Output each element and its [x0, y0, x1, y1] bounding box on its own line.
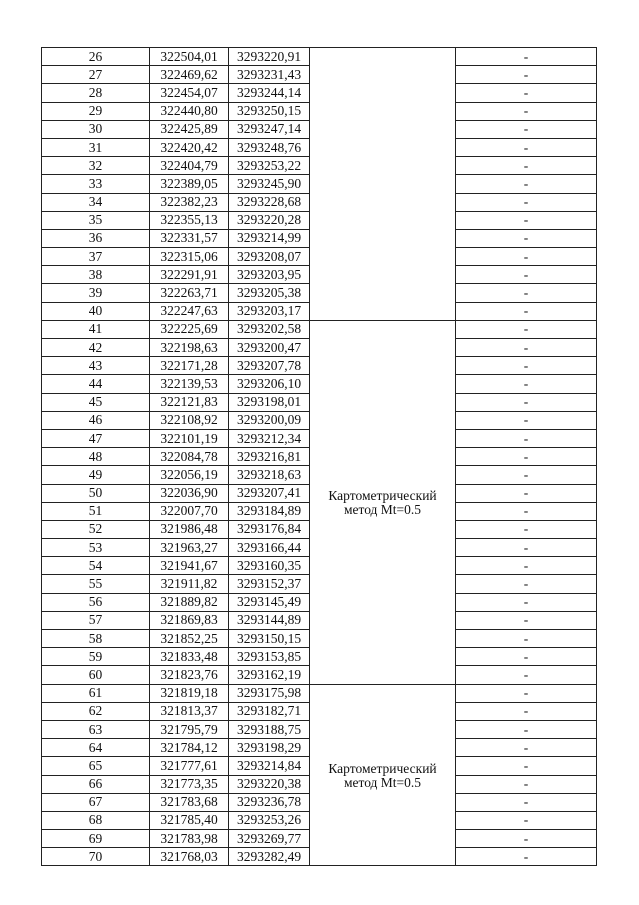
y-coordinate-cell: 3293198,01 — [229, 393, 310, 411]
dash-cell: - — [456, 593, 597, 611]
point-number-cell: 57 — [42, 611, 150, 629]
point-number-cell: 66 — [42, 775, 150, 793]
dash-cell: - — [456, 448, 597, 466]
x-coordinate-cell: 321768,03 — [150, 848, 229, 866]
dash-cell: - — [456, 339, 597, 357]
y-coordinate-cell: 3293152,37 — [229, 575, 310, 593]
y-coordinate-cell: 3293248,76 — [229, 138, 310, 156]
x-coordinate-cell: 321852,25 — [150, 630, 229, 648]
dash-cell: - — [456, 66, 597, 84]
table-row — [42, 48, 597, 66]
dash-cell: - — [456, 84, 597, 102]
point-number-cell: 35 — [42, 211, 150, 229]
method-text — [328, 487, 436, 517]
dash-cell: - — [456, 411, 597, 429]
point-number-cell: 58 — [42, 630, 150, 648]
point-number-cell: 64 — [42, 739, 150, 757]
x-coordinate-cell: 322198,63 — [150, 339, 229, 357]
x-coordinate-cell: 321777,61 — [150, 757, 229, 775]
dash-cell: - — [456, 211, 597, 229]
y-coordinate-cell: 3293176,84 — [229, 520, 310, 538]
coordinates-table-body — [42, 48, 597, 866]
dash-cell: - — [456, 157, 597, 175]
y-coordinate-cell: 3293182,71 — [229, 702, 310, 720]
y-coordinate-cell: 3293162,19 — [229, 666, 310, 684]
point-number-cell: 26 — [42, 48, 150, 66]
point-number-cell: 55 — [42, 575, 150, 593]
y-coordinate-cell: 3293220,91 — [229, 48, 310, 66]
dash-cell: - — [456, 520, 597, 538]
x-coordinate-cell: 321784,12 — [150, 739, 229, 757]
dash-cell: - — [456, 720, 597, 738]
dash-cell: - — [456, 375, 597, 393]
y-coordinate-cell: 3293250,15 — [229, 102, 310, 120]
y-coordinate-cell: 3293160,35 — [229, 557, 310, 575]
y-coordinate-cell: 3293214,84 — [229, 757, 310, 775]
point-number-cell: 54 — [42, 557, 150, 575]
point-number-cell: 59 — [42, 648, 150, 666]
x-coordinate-cell: 321773,35 — [150, 775, 229, 793]
y-coordinate-cell: 3293207,78 — [229, 357, 310, 375]
dash-cell: - — [456, 811, 597, 829]
x-coordinate-cell: 322263,71 — [150, 284, 229, 302]
dash-cell: - — [456, 557, 597, 575]
dash-cell: - — [456, 429, 597, 447]
y-coordinate-cell: 3293175,98 — [229, 684, 310, 702]
point-number-cell: 62 — [42, 702, 150, 720]
x-coordinate-cell: 321986,48 — [150, 520, 229, 538]
x-coordinate-cell: 321813,37 — [150, 702, 229, 720]
y-coordinate-cell: 3293203,17 — [229, 302, 310, 320]
dash-cell: - — [456, 193, 597, 211]
point-number-cell: 37 — [42, 248, 150, 266]
point-number-cell: 70 — [42, 848, 150, 866]
point-number-cell: 56 — [42, 593, 150, 611]
dash-cell: - — [456, 357, 597, 375]
point-number-cell: 52 — [42, 520, 150, 538]
dash-cell: - — [456, 120, 597, 138]
dash-cell: - — [456, 102, 597, 120]
point-number-cell: 27 — [42, 66, 150, 84]
y-coordinate-cell: 3293202,58 — [229, 320, 310, 338]
dash-cell: - — [456, 393, 597, 411]
x-coordinate-cell: 322355,13 — [150, 211, 229, 229]
y-coordinate-cell: 3293207,41 — [229, 484, 310, 502]
point-number-cell: 49 — [42, 466, 150, 484]
point-number-cell: 34 — [42, 193, 150, 211]
point-number-cell: 29 — [42, 102, 150, 120]
dash-cell: - — [456, 793, 597, 811]
point-number-cell: 38 — [42, 266, 150, 284]
x-coordinate-cell: 322036,90 — [150, 484, 229, 502]
point-number-cell: 41 — [42, 320, 150, 338]
method-line: метод Mt=0.5 — [343, 775, 422, 790]
point-number-cell: 36 — [42, 229, 150, 247]
x-coordinate-cell: 322101,19 — [150, 429, 229, 447]
x-coordinate-cell: 321889,82 — [150, 593, 229, 611]
x-coordinate-cell: 321911,82 — [150, 575, 229, 593]
x-coordinate-cell: 322331,57 — [150, 229, 229, 247]
method-line: Картометрический — [328, 761, 437, 776]
dash-cell: - — [456, 611, 597, 629]
x-coordinate-cell: 321785,40 — [150, 811, 229, 829]
x-coordinate-cell: 321795,79 — [150, 720, 229, 738]
dash-cell: - — [456, 757, 597, 775]
x-coordinate-cell: 322108,92 — [150, 411, 229, 429]
x-coordinate-cell: 322056,19 — [150, 466, 229, 484]
point-number-cell: 40 — [42, 302, 150, 320]
dash-cell: - — [456, 466, 597, 484]
y-coordinate-cell: 3293247,14 — [229, 120, 310, 138]
dash-cell: - — [456, 648, 597, 666]
dash-cell: - — [456, 266, 597, 284]
y-coordinate-cell: 3293253,26 — [229, 811, 310, 829]
x-coordinate-cell: 322291,91 — [150, 266, 229, 284]
y-coordinate-cell: 3293208,07 — [229, 248, 310, 266]
point-number-cell: 61 — [42, 684, 150, 702]
dash-cell: - — [456, 284, 597, 302]
y-coordinate-cell: 3293205,38 — [229, 284, 310, 302]
y-coordinate-cell: 3293198,29 — [229, 739, 310, 757]
point-number-cell: 44 — [42, 375, 150, 393]
x-coordinate-cell: 322469,62 — [150, 66, 229, 84]
point-number-cell: 32 — [42, 157, 150, 175]
point-number-cell: 50 — [42, 484, 150, 502]
point-number-cell: 46 — [42, 411, 150, 429]
point-number-cell: 60 — [42, 666, 150, 684]
point-number-cell: 67 — [42, 793, 150, 811]
dash-cell: - — [456, 702, 597, 720]
x-coordinate-cell: 321783,98 — [150, 830, 229, 848]
point-number-cell: 33 — [42, 175, 150, 193]
coordinates-document — [41, 47, 595, 864]
point-number-cell: 63 — [42, 720, 150, 738]
x-coordinate-cell: 321823,76 — [150, 666, 229, 684]
point-number-cell: 48 — [42, 448, 150, 466]
point-number-cell: 51 — [42, 502, 150, 520]
x-coordinate-cell: 321783,68 — [150, 793, 229, 811]
dash-cell: - — [456, 302, 597, 320]
dash-cell: - — [456, 684, 597, 702]
y-coordinate-cell: 3293253,22 — [229, 157, 310, 175]
y-coordinate-cell: 3293188,75 — [229, 720, 310, 738]
point-number-cell: 65 — [42, 757, 150, 775]
x-coordinate-cell: 322225,69 — [150, 320, 229, 338]
y-coordinate-cell: 3293228,68 — [229, 193, 310, 211]
dash-cell: - — [456, 630, 597, 648]
dash-cell: - — [456, 320, 597, 338]
point-number-cell: 47 — [42, 429, 150, 447]
dash-cell: - — [456, 138, 597, 156]
point-number-cell: 68 — [42, 811, 150, 829]
y-coordinate-cell: 3293214,99 — [229, 229, 310, 247]
dash-cell: - — [456, 502, 597, 520]
x-coordinate-cell: 321833,48 — [150, 648, 229, 666]
method-cell — [310, 48, 456, 321]
x-coordinate-cell: 322420,42 — [150, 138, 229, 156]
point-number-cell: 43 — [42, 357, 150, 375]
y-coordinate-cell: 3293150,15 — [229, 630, 310, 648]
y-coordinate-cell: 3293231,43 — [229, 66, 310, 84]
method-cell — [310, 320, 456, 684]
x-coordinate-cell: 322425,89 — [150, 120, 229, 138]
y-coordinate-cell: 3293200,47 — [229, 339, 310, 357]
point-number-cell: 39 — [42, 284, 150, 302]
point-number-cell: 30 — [42, 120, 150, 138]
point-number-cell: 53 — [42, 539, 150, 557]
dash-cell: - — [456, 666, 597, 684]
table-row — [42, 684, 597, 702]
y-coordinate-cell: 3293245,90 — [229, 175, 310, 193]
point-number-cell: 31 — [42, 138, 150, 156]
dash-cell: - — [456, 830, 597, 848]
y-coordinate-cell: 3293203,95 — [229, 266, 310, 284]
dash-cell: - — [456, 575, 597, 593]
point-number-cell: 45 — [42, 393, 150, 411]
y-coordinate-cell: 3293220,38 — [229, 775, 310, 793]
table-row — [42, 320, 597, 338]
point-number-cell: 28 — [42, 84, 150, 102]
x-coordinate-cell: 322504,01 — [150, 48, 229, 66]
y-coordinate-cell: 3293212,34 — [229, 429, 310, 447]
y-coordinate-cell: 3293184,89 — [229, 502, 310, 520]
x-coordinate-cell: 322440,80 — [150, 102, 229, 120]
point-number-cell: 42 — [42, 339, 150, 357]
x-coordinate-cell: 322454,07 — [150, 84, 229, 102]
y-coordinate-cell: 3293206,10 — [229, 375, 310, 393]
x-coordinate-cell: 322404,79 — [150, 157, 229, 175]
x-coordinate-cell: 322139,53 — [150, 375, 229, 393]
x-coordinate-cell: 321819,18 — [150, 684, 229, 702]
dash-cell: - — [456, 539, 597, 557]
y-coordinate-cell: 3293244,14 — [229, 84, 310, 102]
y-coordinate-cell: 3293145,49 — [229, 593, 310, 611]
y-coordinate-cell: 3293144,89 — [229, 611, 310, 629]
point-number-cell: 69 — [42, 830, 150, 848]
x-coordinate-cell: 322315,06 — [150, 248, 229, 266]
y-coordinate-cell: 3293216,81 — [229, 448, 310, 466]
dash-cell: - — [456, 848, 597, 866]
dash-cell: - — [456, 48, 597, 66]
dash-cell: - — [456, 739, 597, 757]
coordinates-table — [41, 47, 597, 866]
x-coordinate-cell: 322247,63 — [150, 302, 229, 320]
method-text — [328, 760, 436, 790]
x-coordinate-cell: 321941,67 — [150, 557, 229, 575]
method-line: метод Mt=0.5 — [343, 502, 422, 518]
x-coordinate-cell: 322121,83 — [150, 393, 229, 411]
y-coordinate-cell: 3293236,78 — [229, 793, 310, 811]
x-coordinate-cell: 322171,28 — [150, 357, 229, 375]
dash-cell: - — [456, 484, 597, 502]
x-coordinate-cell: 322007,70 — [150, 502, 229, 520]
dash-cell: - — [456, 775, 597, 793]
y-coordinate-cell: 3293153,85 — [229, 648, 310, 666]
y-coordinate-cell: 3293218,63 — [229, 466, 310, 484]
method-cell — [310, 684, 456, 866]
y-coordinate-cell: 3293220,28 — [229, 211, 310, 229]
x-coordinate-cell: 322084,78 — [150, 448, 229, 466]
y-coordinate-cell: 3293200,09 — [229, 411, 310, 429]
dash-cell: - — [456, 248, 597, 266]
y-coordinate-cell: 3293282,49 — [229, 848, 310, 866]
method-line: Картометрический — [328, 488, 437, 504]
dash-cell: - — [456, 229, 597, 247]
dash-cell: - — [456, 175, 597, 193]
y-coordinate-cell: 3293166,44 — [229, 539, 310, 557]
x-coordinate-cell: 322382,23 — [150, 193, 229, 211]
y-coordinate-cell: 3293269,77 — [229, 830, 310, 848]
x-coordinate-cell: 322389,05 — [150, 175, 229, 193]
x-coordinate-cell: 321963,27 — [150, 539, 229, 557]
x-coordinate-cell: 321869,83 — [150, 611, 229, 629]
